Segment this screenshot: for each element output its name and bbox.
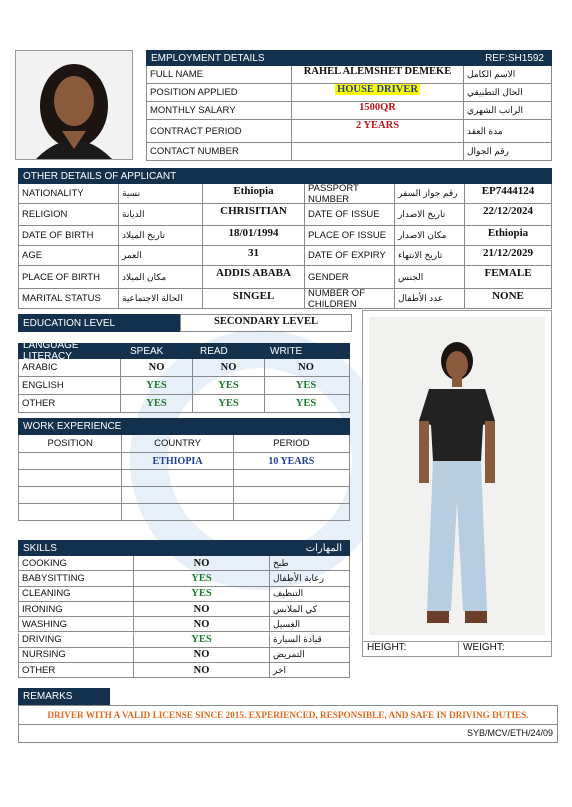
skill-name: BABYSITTING (19, 571, 134, 585)
work-position (19, 504, 122, 520)
work-experience-title: WORK EXPERIENCE (23, 421, 122, 432)
other-details-row (18, 204, 552, 226)
height-label: HEIGHT: (363, 642, 459, 656)
skill-name-ar: التمريض (273, 649, 305, 660)
work-column-header: POSITION (19, 435, 122, 452)
skill-name: CLEANING (19, 587, 134, 601)
language-row (18, 359, 350, 377)
language-read: YES (193, 395, 265, 412)
work-country (122, 487, 233, 503)
employment-value: 1500QR (359, 102, 396, 113)
employment-header-title: EMPLOYMENT DETAILS (151, 52, 265, 64)
employment-row (146, 102, 552, 120)
employment-header (146, 50, 552, 66)
detail-label: MARITAL STATUS (19, 289, 119, 308)
skill-name: OTHER (19, 663, 134, 677)
document-code: SYB/MCV/ETH/24/09 (18, 725, 558, 743)
language-speak: YES (121, 377, 193, 394)
detail-label-ar: الديانة (119, 204, 203, 225)
headshot-image (16, 51, 132, 159)
skill-row (18, 556, 350, 571)
employment-row (146, 84, 552, 102)
employment-value-cell (292, 120, 464, 142)
detail-label: PLACE OF ISSUE (305, 226, 395, 245)
remarks-title: REMARKS (23, 691, 73, 702)
detail-value: SINGEL (203, 289, 305, 308)
employment-value-cell (292, 84, 464, 101)
language-header (18, 340, 350, 362)
language-speak: NO (121, 359, 193, 376)
employment-label-ar: الراتب الشهري (467, 105, 523, 115)
skill-name: IRONING (19, 602, 134, 616)
detail-value: 31 (203, 246, 305, 265)
skills-title-ar: المهارات (305, 542, 342, 554)
employment-value-cell (292, 143, 464, 160)
speak-col-header: SPEAK (130, 345, 164, 357)
detail-value: 21/12/2029 (482, 247, 534, 259)
detail-value: CHRISITIAN (203, 204, 305, 225)
language-read: YES (193, 377, 265, 394)
work-country (122, 504, 233, 520)
other-details-row (18, 184, 552, 204)
work-row (18, 453, 350, 470)
language-name: ARABIC (19, 359, 121, 376)
full-body-photo-frame (362, 310, 552, 642)
skill-row (18, 571, 350, 586)
work-country (122, 470, 233, 486)
employment-label: CONTRACT PERIOD (147, 120, 292, 142)
skill-value: NO (134, 556, 270, 570)
remarks-text: DRIVER WITH A VALID LICENSE SINCE 2015. EXPERIENCED, RESPONSIBLE, AND SAFE IN DRIVING DUTIES. (47, 710, 529, 720)
skill-row (18, 617, 350, 632)
detail-label-ar: رقم جواز السفر (395, 184, 465, 203)
skill-value: YES (134, 587, 270, 601)
employment-label: CONTACT NUMBER (147, 143, 292, 160)
detail-label: RELIGION (19, 204, 119, 225)
education-label (18, 314, 180, 332)
work-period (234, 504, 349, 520)
work-period (234, 487, 349, 503)
detail-value: FEMALE (484, 267, 532, 279)
skill-name-ar: التنظيف (273, 588, 304, 599)
employment-label: POSITION APPLIED (147, 84, 292, 101)
work-experience-header (18, 418, 350, 435)
detail-label-ar: تاريخ الميلاد (119, 226, 203, 245)
language-row (18, 395, 350, 413)
detail-value: NONE (492, 290, 524, 302)
measures-row (362, 642, 552, 657)
weight-label: WEIGHT: (463, 642, 505, 653)
detail-label-ar: مكان الاصدار (395, 226, 465, 245)
detail-label: DATE OF ISSUE (305, 204, 395, 225)
detail-label: PASSPORT NUMBER (305, 184, 395, 203)
detail-value: ADDIS ABABA (203, 266, 305, 288)
skill-value: NO (134, 663, 270, 677)
employment-label: MONTHLY SALARY (147, 102, 292, 119)
skill-name-ar: الغسيل (273, 618, 301, 629)
work-position (19, 487, 122, 503)
detail-value: 18/01/1994 (203, 226, 305, 245)
other-details-header (18, 168, 552, 184)
skill-name-ar: رعاية الأطفال (273, 572, 324, 583)
work-columns-row (18, 435, 350, 453)
skill-name: COOKING (19, 556, 134, 570)
remarks-header (18, 688, 110, 705)
write-col-header: WRITE (270, 345, 303, 357)
skill-value: NO (134, 648, 270, 662)
employment-value-cell (292, 102, 464, 119)
detail-label: NUMBER OF CHILDREN (305, 289, 395, 308)
employment-row (146, 66, 552, 84)
work-country: ETHIOPIA (122, 453, 233, 469)
language-read: NO (193, 359, 265, 376)
detail-value: 22/12/2024 (482, 205, 534, 217)
skill-row (18, 648, 350, 663)
detail-label-ar: الجنس (395, 266, 465, 288)
skill-row (18, 587, 350, 602)
skill-row (18, 602, 350, 617)
skill-name-ar: اخر (273, 664, 287, 675)
detail-label: DATE OF EXPIRY (305, 246, 395, 265)
language-speak: YES (121, 395, 193, 412)
detail-value: Ethiopia (487, 227, 529, 239)
work-position (19, 470, 122, 486)
skill-name: DRIVING (19, 633, 134, 647)
detail-label-ar: مكان الميلاد (119, 266, 203, 288)
language-name: OTHER (19, 395, 121, 412)
skill-name-ar: كي الملابس (273, 603, 318, 614)
other-details-row (18, 266, 552, 289)
ref-number: REF:SH1592 (485, 52, 544, 64)
language-write: YES (295, 380, 317, 391)
employment-label-ar: مدة العقد (467, 125, 503, 136)
detail-label: PLACE OF BIRTH (19, 266, 119, 288)
work-column-header: PERIOD (273, 438, 310, 449)
skill-row (18, 633, 350, 648)
employment-label-ar: الاسم الكامل (467, 69, 516, 79)
language-write: YES (295, 398, 317, 409)
work-period: 10 YEARS (268, 455, 315, 467)
work-position (19, 453, 122, 469)
read-col-header: READ (200, 345, 228, 357)
employment-value: 2 YEARS (355, 120, 400, 131)
detail-label-ar: نسية (119, 184, 203, 203)
headshot-photo (15, 50, 133, 160)
skill-value: NO (134, 602, 270, 616)
detail-label-ar: تاريخ الاصدار (395, 204, 465, 225)
language-col-header: LANGUAGE LITERACY (23, 340, 79, 362)
skill-name-ar: طبخ (273, 557, 289, 568)
other-details-row (18, 246, 552, 266)
other-details-row (18, 226, 552, 246)
skill-value: NO (134, 617, 270, 631)
employment-row (146, 143, 552, 161)
other-details-title: OTHER DETAILS OF APPLICANT (23, 170, 177, 182)
work-column-header: COUNTRY (122, 435, 233, 452)
employment-label: FULL NAME (147, 66, 292, 83)
education-label-text: EDUCATION LEVEL (23, 317, 116, 329)
detail-label-ar: العمر (119, 246, 203, 265)
language-write: NO (298, 362, 314, 373)
skill-name: NURSING (19, 648, 134, 662)
work-row (18, 504, 350, 521)
skills-header (18, 540, 350, 556)
detail-label: GENDER (305, 266, 395, 288)
work-row (18, 470, 350, 487)
detail-label: AGE (19, 246, 119, 265)
employment-label-ar: الحال التطبيقي (467, 87, 523, 97)
work-period (234, 470, 349, 486)
employment-value: RAHEL ALEMSHET DEMEKE (303, 66, 452, 77)
employment-row (146, 120, 552, 143)
employment-value-cell (292, 66, 464, 83)
detail-label-ar: الحالة الاجتماعية (119, 289, 203, 308)
employment-label-ar: رقم الجوال (467, 146, 509, 156)
detail-label: DATE OF BIRTH (19, 226, 119, 245)
other-details-row (18, 289, 552, 309)
language-row (18, 377, 350, 395)
detail-label: NATIONALITY (19, 184, 119, 203)
skill-row (18, 663, 350, 678)
detail-value: Ethiopia (203, 184, 305, 203)
education-value: SECONDARY LEVEL (180, 314, 352, 332)
skills-title: SKILLS (23, 542, 57, 554)
skill-name-ar: قيادة السيارة (273, 634, 322, 645)
work-row (18, 487, 350, 504)
skill-value: YES (134, 571, 270, 585)
detail-label-ar: تاريخ الانتهاء (395, 246, 465, 265)
detail-label-ar: عدد الأطفال (395, 289, 465, 308)
detail-value: EP7444124 (481, 185, 535, 197)
skill-name: WASHING (19, 617, 134, 631)
full-body-photo (363, 311, 551, 641)
remarks-box (18, 705, 558, 725)
skill-value: YES (134, 633, 270, 647)
language-name: ENGLISH (19, 377, 121, 394)
employment-value: HOUSE DRIVER (337, 84, 418, 95)
